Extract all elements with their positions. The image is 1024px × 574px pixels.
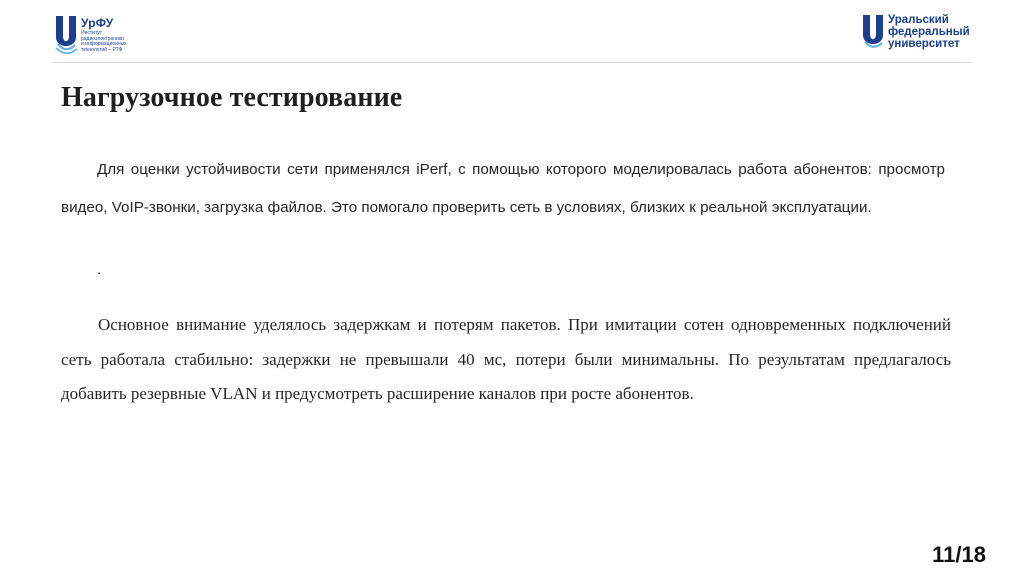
urfu-university-logo — [862, 12, 974, 56]
slide-header — [0, 0, 1024, 68]
urfu-rtf-logo — [54, 14, 164, 58]
university-name: Уральский федеральный университет — [888, 14, 970, 50]
urfu-u-icon — [862, 14, 884, 50]
logo-brand-text: УрФУ — [81, 16, 114, 30]
header-divider — [52, 62, 972, 63]
urfu-u-icon — [54, 14, 78, 54]
body-paragraph-1: Для оценки устойчивости сети применялся iPerf, с помощью которого моделировалась работа абонентов: просмотр видео, VoIP-звонки, загрузка файлов. Это помогало проверить сеть в условиях, близких к реальной эксплуатации. — [61, 161, 945, 216]
page-indicator: 11/18 — [932, 542, 986, 567]
logo-institute-text: Институт радиоэлектроники и информационных технологий – РТФ — [81, 30, 127, 53]
slide-title: Нагрузочное тестирование — [61, 82, 403, 113]
separator-dot: . — [97, 261, 102, 278]
body-paragraph-2: Основное внимание уделялось задержкам и потерям пакетов. При имитации сотен одновременных подключений сеть работала стабильно: задержки не превышали 40 мс, потери были минимальны. По результатам предлагалось добавить резервные VLAN и предусмотреть расширение каналов при росте абонентов. — [61, 315, 951, 403]
